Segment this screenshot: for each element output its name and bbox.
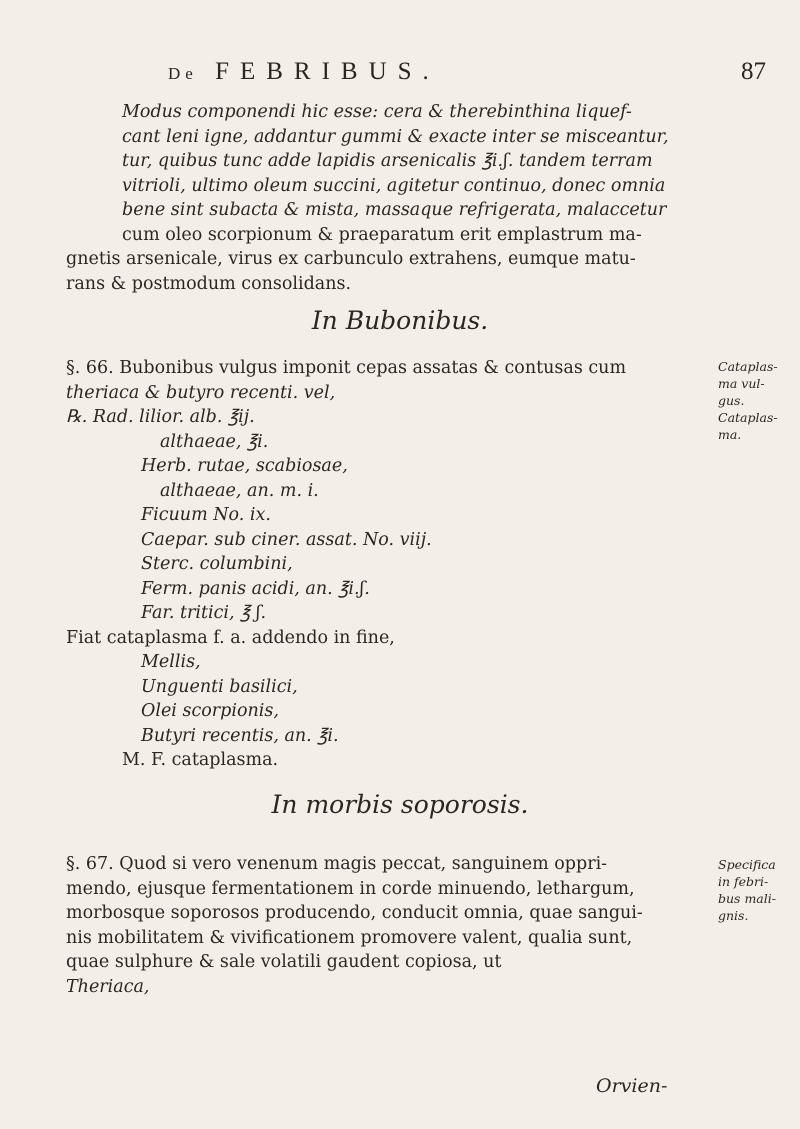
section-heading-bubonibus: In Bubonibus. bbox=[311, 306, 489, 335]
text-line: tur, quibus tunc adde lapidis arsenicalis ℥i.ʃ. tandem terram bbox=[122, 151, 653, 171]
recipe-line: Sterc. columbini, bbox=[141, 554, 293, 574]
recipe-line: Herb. rutae, scabiosae, bbox=[141, 456, 348, 476]
paragraph-soporous-diseases bbox=[66, 852, 718, 999]
margin-line: bus mali- bbox=[718, 891, 776, 906]
paragraph-bubo-cataplasm bbox=[66, 356, 718, 773]
text-line: Fiat cataplasma f. a. addendo in fine, bbox=[66, 627, 395, 648]
recipe-line: Caepar. sub ciner. assat. No. viij. bbox=[141, 529, 432, 550]
catchword: Orvien- bbox=[596, 1075, 668, 1097]
margin-line: ma. bbox=[718, 427, 742, 442]
running-title-main: FEBRIBUS. bbox=[215, 58, 440, 85]
running-header bbox=[168, 58, 772, 94]
text-line: bene sint subacta & mista, massaque refrigerata, malaccetur bbox=[122, 200, 667, 220]
margin-line: ma vul- bbox=[718, 376, 765, 391]
text-line: §. 66. Bubonibus vulgus imponit cepas assatas & contusas cum bbox=[66, 358, 627, 378]
recipe-line: althaeae, an. m. i. bbox=[160, 480, 319, 501]
recipe-line: Far. tritici, ℥ ʃ. bbox=[141, 603, 267, 623]
text-line: Theriaca, bbox=[66, 976, 150, 997]
text-line: mendo, ejusque fermentationem in corde minuendo, lethargum, bbox=[66, 878, 635, 899]
margin-line: Cataplas- bbox=[718, 410, 778, 425]
recipe-line: Olei scorpionis, bbox=[141, 701, 279, 721]
text-line: quae sulphure & sale volatili gaudent copiosa, ut bbox=[66, 952, 502, 972]
text-line: cant leni igne, addantur gummi & exacte inter se misceantur, bbox=[122, 126, 669, 147]
running-title bbox=[168, 58, 440, 86]
paragraph-plaster-recipe bbox=[66, 100, 718, 296]
recipe-line: Mellis, bbox=[141, 652, 201, 672]
margin-line: gnis. bbox=[718, 908, 749, 923]
recipe-line: Butyri recentis, an. ℥i. bbox=[141, 725, 339, 746]
margin-line: Cataplas- bbox=[718, 359, 778, 374]
margin-line: gus. bbox=[718, 393, 745, 408]
recipe-line: althaeae, ℥i. bbox=[160, 431, 269, 452]
text-line: §. 67. Quod si vero venenum magis peccat, sanguinem oppri- bbox=[66, 854, 608, 874]
section-heading-soporosis: In morbis soporosis. bbox=[271, 790, 529, 819]
running-title-prefix: De bbox=[168, 64, 198, 83]
recipe-line: Unguenti basilici, bbox=[141, 676, 298, 697]
margin-line: Specifica bbox=[718, 857, 776, 872]
text-line: vitrioli, ultimo oleum succini, agitetur continuo, donec omnia bbox=[122, 175, 666, 196]
margin-line: in febri- bbox=[718, 874, 769, 889]
margin-note-cataplasma bbox=[718, 358, 798, 443]
recipe-line: M. F. cataplasma. bbox=[122, 750, 279, 770]
recipe-line: Ficuum No. ix. bbox=[141, 505, 271, 525]
page-number: 87 bbox=[741, 58, 766, 85]
text-line: morbosque soporosos producendo, conducit omnia, quae sangui- bbox=[66, 903, 643, 923]
text-line: Modus componendi hic esse: cera & therebinthina liquef- bbox=[122, 102, 632, 122]
recipe-line: Ferm. panis acidi, an. ℥i.ʃ. bbox=[141, 578, 370, 599]
text-line: gnetis arsenicale, virus ex carbunculo extrahens, eumque matu- bbox=[66, 249, 636, 269]
margin-note-specifica bbox=[718, 856, 798, 924]
text-line: nis mobilitatem & vivificationem promovere valent, qualia sunt, bbox=[66, 927, 633, 948]
text-line: theriaca & butyro recenti. vel, bbox=[66, 382, 336, 403]
text-line: rans & postmodum consolidans. bbox=[66, 273, 352, 294]
recipe-line: ℞. Rad. lilior. alb. ℥ij. bbox=[66, 407, 255, 427]
text-line: cum oleo scorpionum & praeparatum erit emplastrum ma- bbox=[122, 224, 642, 245]
